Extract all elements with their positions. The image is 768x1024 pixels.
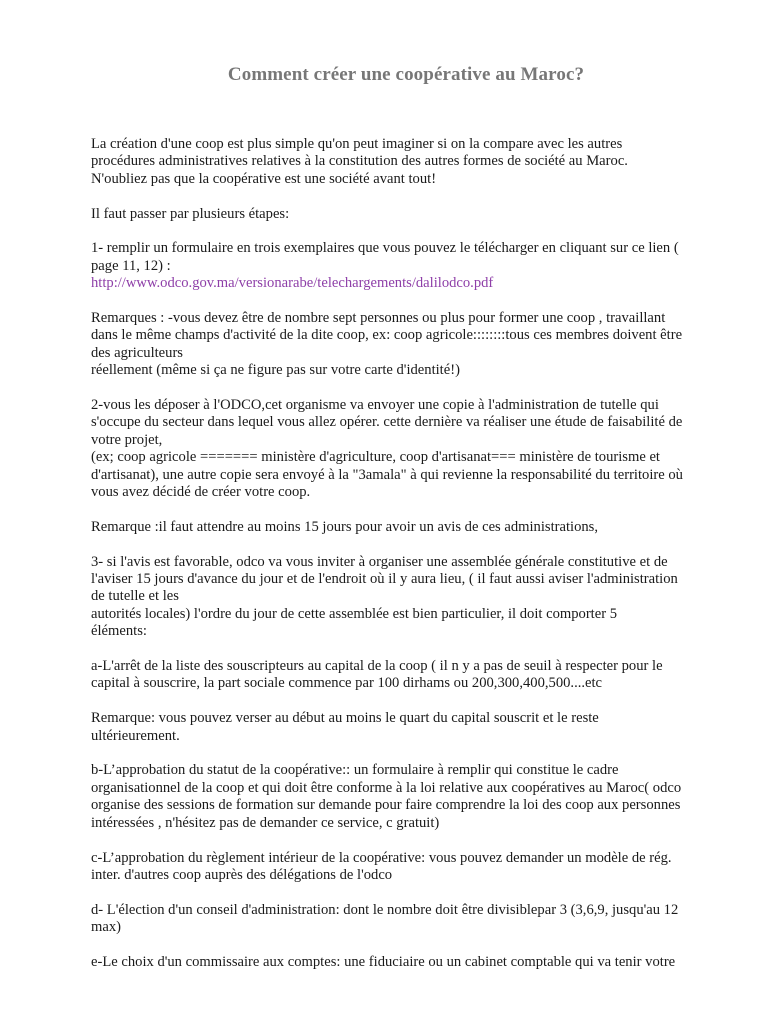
text-line: d- L'élection d'un conseil d'administration: dont le nombre doit être divisiblepar 3 (3,6,9, jusqu'au 12 xyxy=(91,901,679,918)
text-line: vous avez décidé de créer votre coop. xyxy=(91,484,311,501)
item-e-paragraph xyxy=(91,954,727,971)
item-c-paragraph xyxy=(91,850,727,885)
text-line: Remarque :il faut attendre au moins 15 jours pour avoir un avis de ces administrations, xyxy=(91,518,599,535)
text-line: s'occupe du secteur dans lequel vous allez opérer. cette dernière va réaliser une étude de faisabilité de xyxy=(91,414,683,431)
step3-paragraph xyxy=(91,554,727,641)
step1-paragraph xyxy=(91,240,727,292)
text-line: La création d'une coop est plus simple qu'on peut imaginer si on la compare avec les autres xyxy=(91,136,623,152)
text-line: Remarque: vous pouvez verser au début au moins le quart du capital souscrit et le reste xyxy=(91,710,599,727)
text-line: intéressées , n'hésitez pas de demander ce service, c gratuit) xyxy=(91,814,440,831)
text-line: c-L’approbation du règlement intérieur de la coopérative: vous pouvez demander un modèle de rég. xyxy=(91,849,672,866)
item-b-paragraph xyxy=(91,762,727,832)
text-line: d'artisanat), une autre copie sera envoyé à la "3amala" à qui revienne la responsabilité du territoire où xyxy=(91,466,683,483)
text-line: (ex; coop agricole ======= ministère d'agriculture, coop d'artisanat=== ministère de tourisme et xyxy=(91,449,660,466)
intro-paragraph xyxy=(91,136,727,188)
item-d-paragraph xyxy=(91,902,727,937)
text-line: procédures administratives relatives à la constitution des autres formes de société au Maroc. xyxy=(91,153,628,170)
text-line: page 11, 12) : xyxy=(91,257,171,274)
text-line: l'aviser 15 jours d'avance du jour et de l'endroit où il y aura lieu, ( il faut aussi aviser l'administration xyxy=(91,571,678,588)
text-line: ultérieurement. xyxy=(91,727,180,744)
text-line: 3- si l'avis est favorable, odco va vous inviter à organiser une assemblée générale constitutive et de xyxy=(91,553,668,570)
text-line: Remarques : -vous devez être de nombre sept personnes ou plus pour former une coop , travaillant xyxy=(91,310,666,327)
text-line: max) xyxy=(91,919,121,936)
document-body xyxy=(91,136,727,989)
text-line: autorités locales) l'ordre du jour de cette assemblée est bien particulier, il doit comporter 5 xyxy=(91,605,618,622)
dalilodco-pdf-link[interactable]: http://www.odco.gov.ma/versionarabe/telechargements/dalilodco.pdf xyxy=(91,275,494,292)
text-line: capital à souscrire, la part sociale commence par 100 dirhams ou 200,300,400,500....etc xyxy=(91,675,603,692)
text-line: e-Le choix d'un commissaire aux comptes: une fiduciaire ou un cabinet comptable qui va tenir votre xyxy=(91,953,676,970)
text-line: 1- remplir un formulaire en trois exemplaires que vous pouvez le télécharger en cliquant sur ce lien ( xyxy=(91,240,679,257)
text-line: des agriculteurs xyxy=(91,344,183,361)
step2-paragraph xyxy=(91,397,727,501)
text-line: dans le même champs d'activité de la dite coop, ex: coop agricole::::::::tous ces membres doivent être xyxy=(91,327,683,344)
text-line: N'oubliez pas que la coopérative est une société avant tout! xyxy=(91,170,437,187)
page-title: Comment créer une coopérative au Maroc? xyxy=(227,64,585,85)
text-line: b-L’approbation du statut de la coopérative:: un formulaire à remplir qui constitue le cadre xyxy=(91,762,619,779)
text-line: 2-vous les déposer à l'ODCO,cet organisme va envoyer une copie à l'administration de tutelle qui xyxy=(91,397,659,414)
steps-intro-paragraph xyxy=(91,206,727,223)
text-line: réellement (même si ça ne figure pas sur votre carte d'identité!) xyxy=(91,362,460,379)
text-line: a-L'arrêt de la liste des souscripteurs au capital de la coop ( il n y a pas de seuil à respecter pour le xyxy=(91,658,663,675)
text-line: de tutelle et les xyxy=(91,588,179,605)
text-line: organise des sessions de formation sur demande pour faire comprendre la loi des coop aux personnes xyxy=(91,797,681,814)
remarque1-paragraph xyxy=(91,310,727,380)
text-line: organisationnel de la coop et qui doit être conforme à la loi relative aux coopératives au Maroc( odco xyxy=(91,779,682,796)
remarque2-paragraph xyxy=(91,519,727,536)
text-line: inter. d'autres coop auprès des délégations de l'odco xyxy=(91,866,393,883)
text-line: Il faut passer par plusieurs étapes: xyxy=(91,205,290,222)
text-line: votre projet, xyxy=(91,431,163,448)
text-line: éléments: xyxy=(91,623,147,640)
remarque3-paragraph xyxy=(91,710,727,745)
item-a-paragraph xyxy=(91,658,727,693)
